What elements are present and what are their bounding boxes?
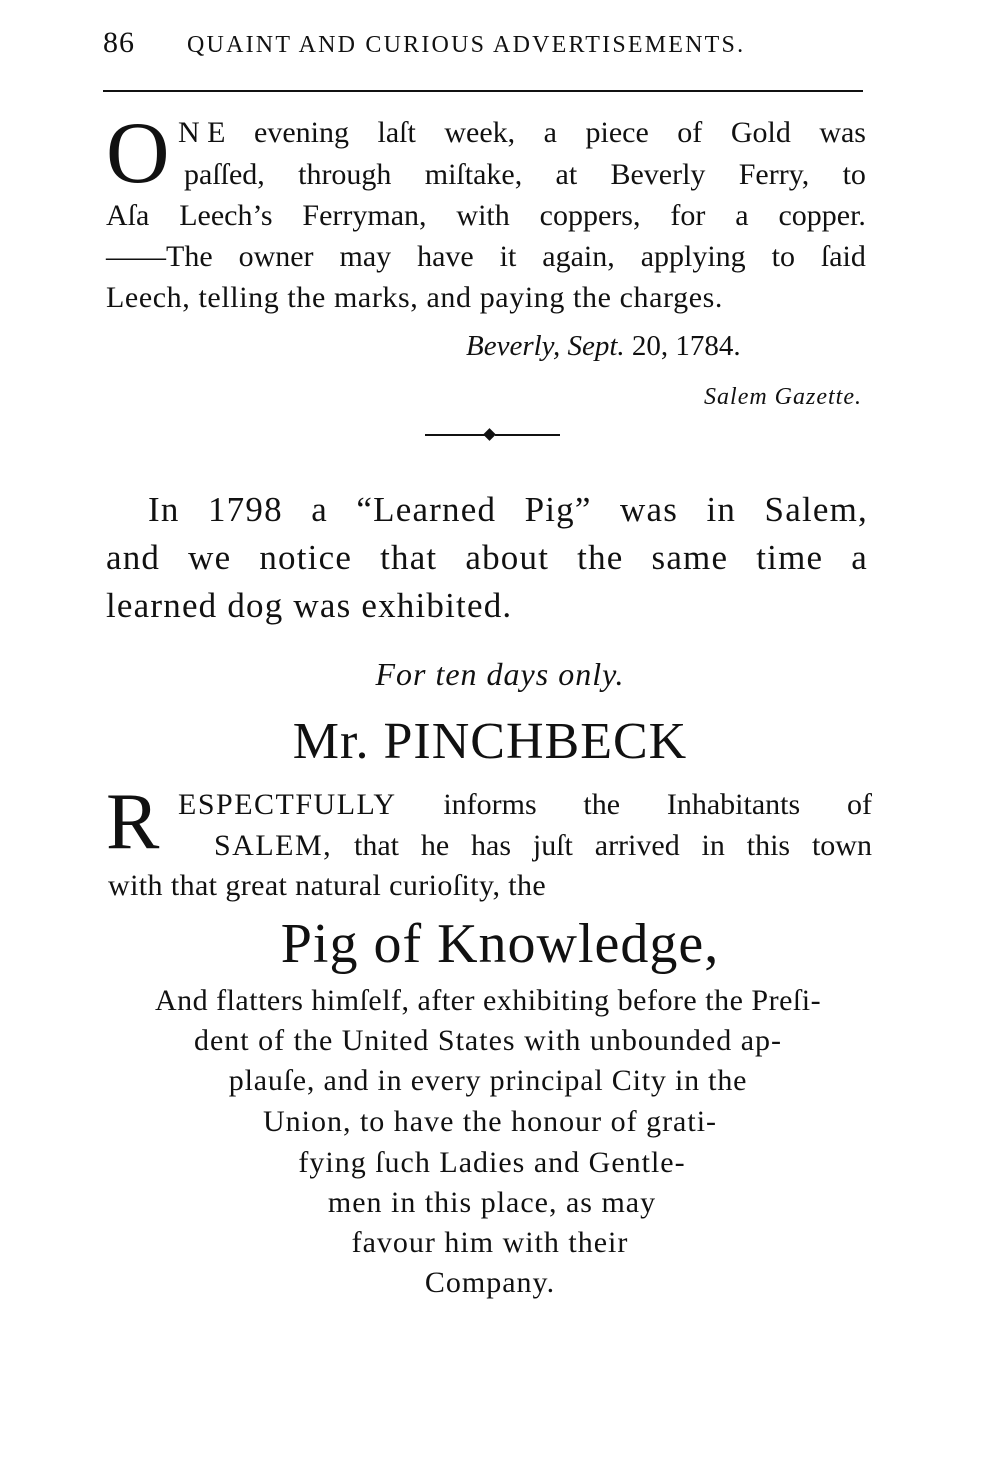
word: ſaid bbox=[820, 240, 866, 273]
word: ——The bbox=[106, 240, 213, 273]
ad1-line-4 bbox=[106, 240, 866, 274]
word: of bbox=[846, 788, 872, 821]
dateline bbox=[466, 330, 741, 363]
word: of bbox=[677, 116, 703, 149]
dateline-place: Beverly, Sept. bbox=[466, 330, 625, 362]
word: SALEM, bbox=[214, 829, 333, 862]
para-line-3: learned dog was exhibited. bbox=[106, 586, 513, 625]
word: a bbox=[851, 538, 868, 577]
word: Aſa bbox=[106, 199, 150, 232]
ad2-line-1 bbox=[178, 788, 872, 822]
ornament-diamond bbox=[483, 428, 496, 441]
word: it bbox=[499, 240, 517, 273]
word: Pig” bbox=[524, 490, 592, 529]
word: juſt bbox=[532, 829, 573, 862]
word: laſt bbox=[377, 116, 416, 149]
word: with bbox=[456, 199, 510, 232]
ornament-rule-left bbox=[425, 434, 485, 436]
word: Ferry, bbox=[738, 158, 810, 191]
word: ESPECTFULLY bbox=[178, 788, 397, 821]
word: copper. bbox=[778, 199, 866, 232]
word: same bbox=[651, 538, 729, 577]
word: week, bbox=[444, 116, 516, 149]
word: Leech’s bbox=[179, 199, 273, 232]
word: a bbox=[311, 490, 328, 529]
word: the bbox=[577, 538, 624, 577]
word: “Learned bbox=[356, 490, 497, 529]
word: Gold bbox=[730, 116, 791, 149]
ad2-body-line-3: plauſe, and in every principal City in the bbox=[228, 1064, 748, 1097]
word: evening bbox=[254, 116, 349, 149]
word: 1798 bbox=[207, 490, 283, 529]
word: Beverly bbox=[610, 158, 706, 191]
word: to bbox=[771, 240, 795, 273]
ad2-body-line-6: men in this place, as may bbox=[327, 1186, 657, 1219]
word: N E bbox=[178, 116, 226, 149]
word: at bbox=[555, 158, 578, 191]
ad2-body-line-5: fying ſuch Ladies and Gentle- bbox=[298, 1146, 686, 1179]
word: this bbox=[746, 829, 791, 862]
word: again, bbox=[542, 240, 615, 273]
word: that bbox=[354, 829, 400, 862]
ad2-body-line-8: Company. bbox=[424, 1266, 556, 1299]
word: time bbox=[756, 538, 824, 577]
word: In bbox=[148, 490, 180, 529]
word: have bbox=[417, 240, 474, 273]
word: Salem, bbox=[764, 490, 868, 529]
word: that bbox=[380, 538, 438, 577]
ad2-headline: Pig of Knowledge, bbox=[280, 913, 720, 975]
word: applying bbox=[640, 240, 746, 273]
word: coppers, bbox=[539, 199, 641, 232]
ad1-line-2 bbox=[184, 158, 866, 192]
word: town bbox=[811, 829, 872, 862]
ad2-line-3: with that great natural curioſity, the bbox=[108, 869, 547, 902]
ad2-body-line-7: favour him with their bbox=[351, 1226, 629, 1259]
ad1-line-5: Leech, telling the marks, and paying the charges. bbox=[106, 281, 723, 314]
page-number: 86 bbox=[103, 26, 135, 59]
ad2-body-line-2: dent of the United States with unbounded ap- bbox=[193, 1024, 783, 1057]
word: Inhabitants bbox=[666, 788, 801, 821]
ornament-divider bbox=[425, 428, 560, 442]
drop-cap-o: O bbox=[106, 105, 170, 202]
word: may bbox=[339, 240, 392, 273]
para-line-1 bbox=[148, 490, 868, 530]
word: informs bbox=[443, 788, 537, 821]
word: in bbox=[701, 829, 725, 862]
word: a bbox=[735, 199, 749, 232]
para-line-2 bbox=[106, 538, 868, 578]
word: we bbox=[188, 538, 232, 577]
word: notice bbox=[259, 538, 353, 577]
dateline-date: 20, 1784. bbox=[631, 330, 741, 362]
word: paſſed, bbox=[184, 158, 265, 191]
ad1-line-1 bbox=[178, 116, 866, 150]
ad2-body-line-1: And flatters himſelf, after exhibiting before the Preſi- bbox=[154, 984, 822, 1017]
word: for bbox=[670, 199, 706, 232]
running-head bbox=[103, 26, 863, 66]
word: has bbox=[471, 829, 512, 862]
header-rule bbox=[103, 90, 863, 92]
word: through bbox=[298, 158, 392, 191]
word: was bbox=[819, 116, 866, 149]
drop-cap-r: R bbox=[106, 778, 160, 866]
running-title: QUAINT AND CURIOUS ADVERTISEMENTS. bbox=[187, 32, 746, 58]
word: Ferryman, bbox=[302, 199, 427, 232]
word: and bbox=[106, 538, 161, 577]
ad1-line-3 bbox=[106, 199, 866, 233]
word: piece bbox=[585, 116, 649, 149]
word: he bbox=[420, 829, 450, 862]
source-credit: Salem Gazette. bbox=[704, 384, 862, 410]
ad2-name-heading: Mr. PINCHBECK bbox=[292, 713, 688, 770]
word: about bbox=[465, 538, 550, 577]
ad2-body-line-4: Union, to have the honour of grati- bbox=[262, 1105, 718, 1138]
word: arrived bbox=[594, 829, 680, 862]
ad2-line-2 bbox=[214, 829, 872, 863]
ornament-rule-right bbox=[495, 434, 560, 436]
ad2-subtitle: For ten days only. bbox=[375, 656, 625, 692]
word: the bbox=[583, 788, 621, 821]
word: to bbox=[842, 158, 866, 191]
word: a bbox=[543, 116, 557, 149]
word: in bbox=[706, 490, 737, 529]
word: owner bbox=[238, 240, 314, 273]
word: miſtake, bbox=[424, 158, 523, 191]
word: was bbox=[620, 490, 679, 529]
